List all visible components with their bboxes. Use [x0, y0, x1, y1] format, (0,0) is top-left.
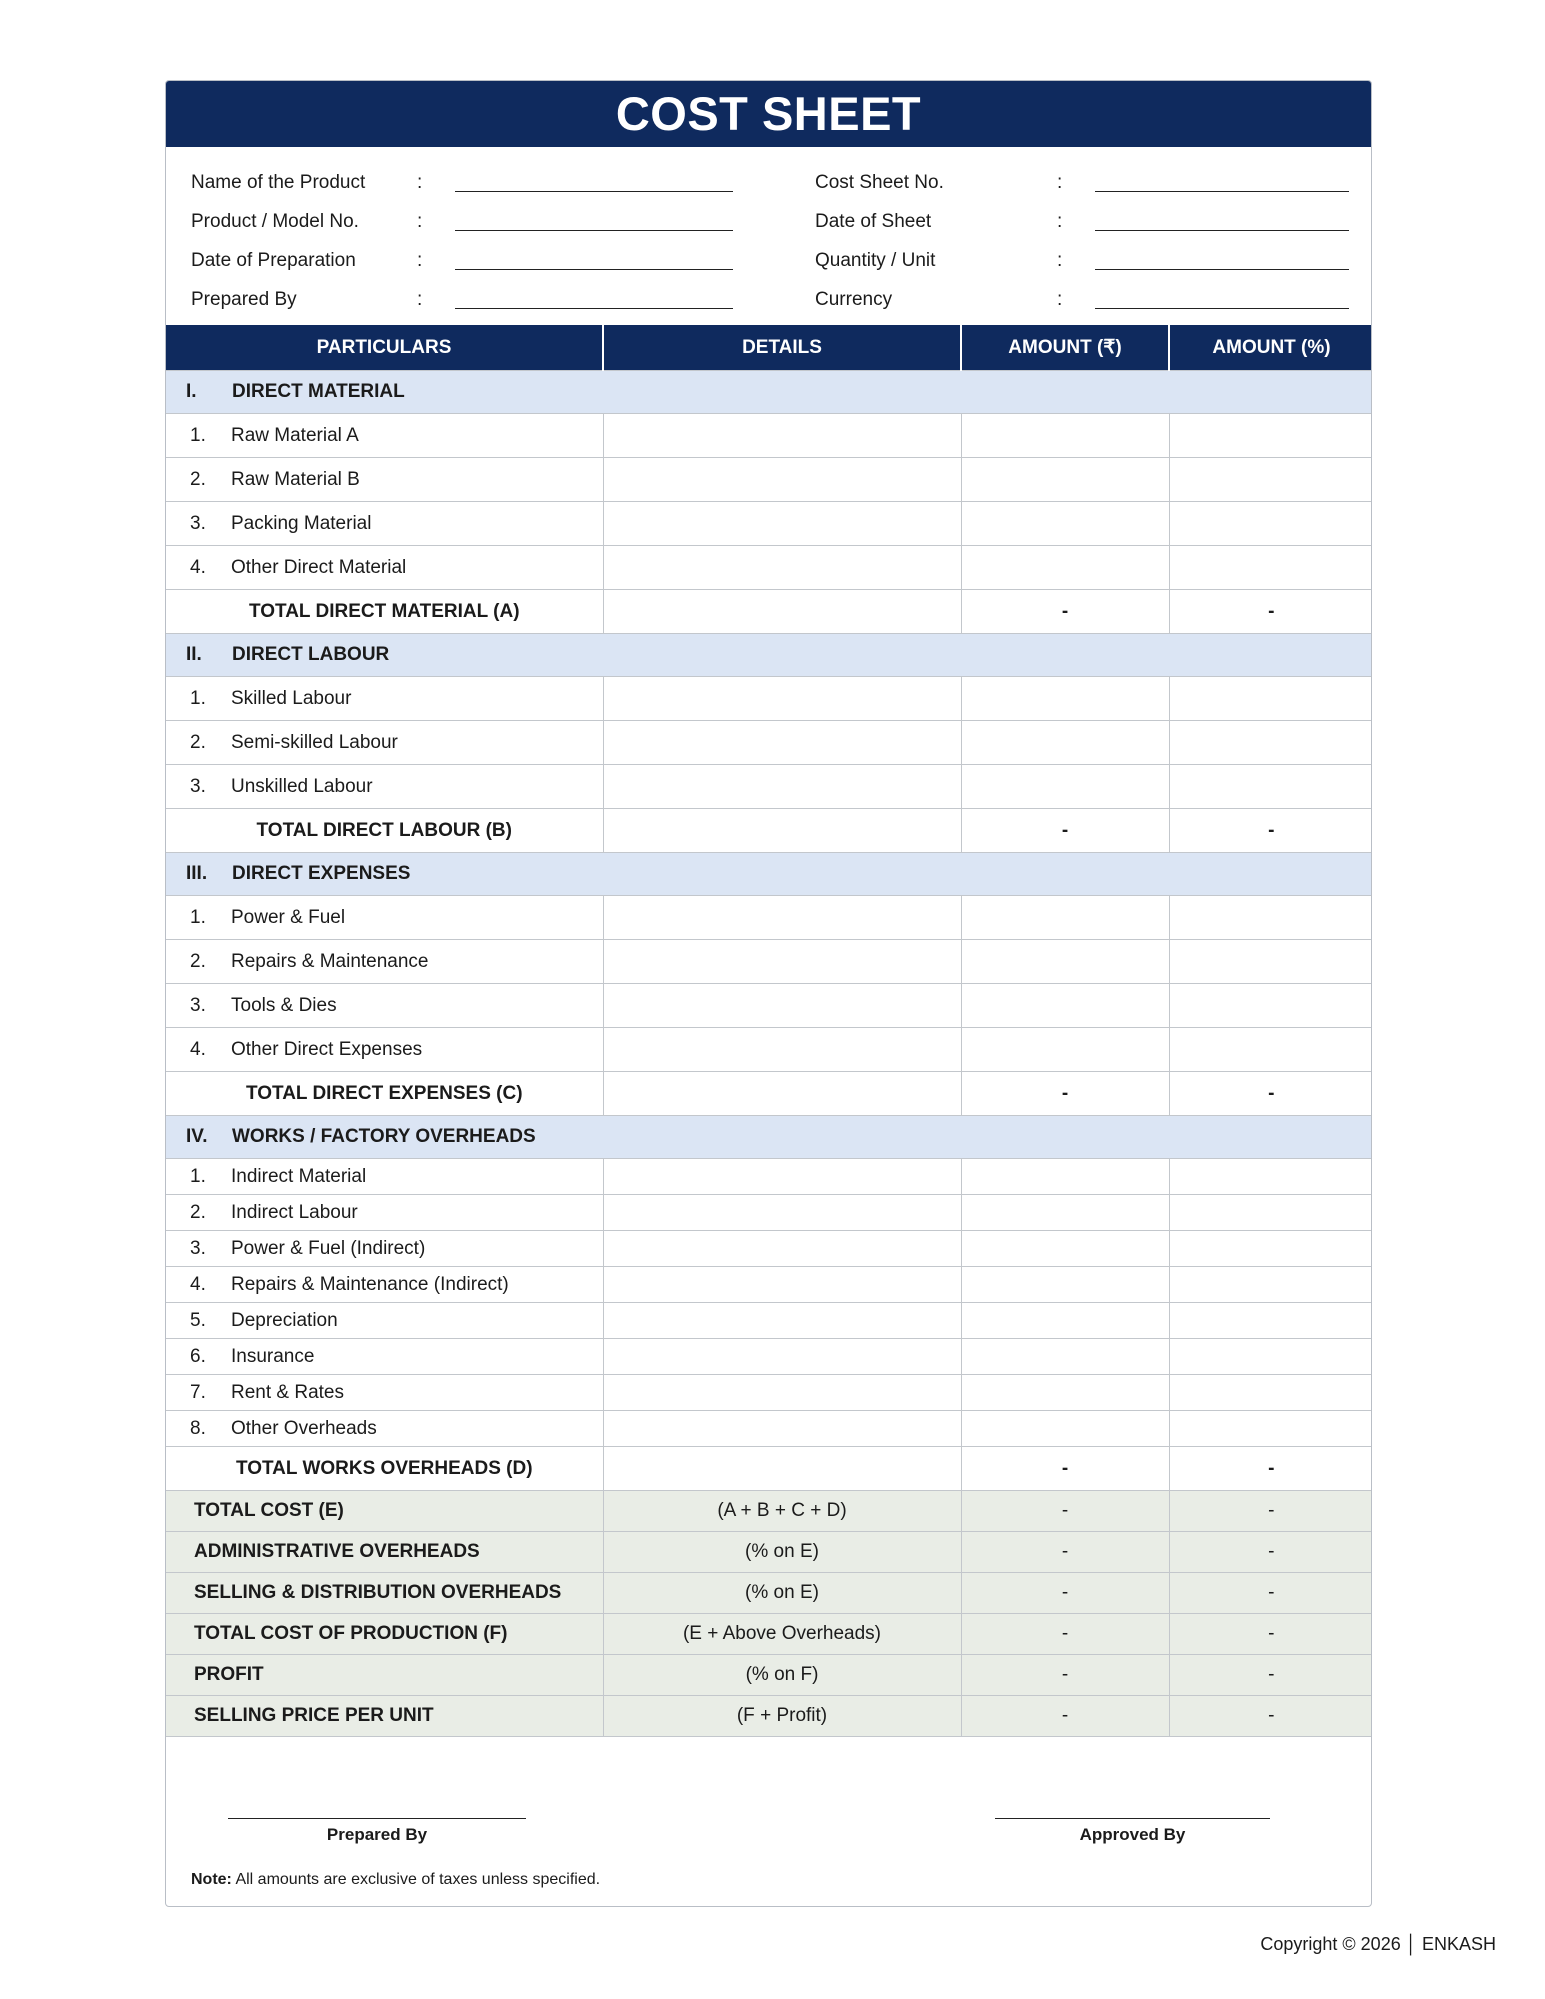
table-row — [166, 1028, 1372, 1072]
item-label: Packing Material — [231, 512, 372, 534]
col-header-amount: AMOUNT (₹) — [961, 325, 1169, 371]
details-cell[interactable] — [603, 1072, 961, 1116]
sheet-date-field[interactable] — [1095, 212, 1349, 231]
item-label: Other Direct Expenses — [231, 1038, 423, 1060]
table-row — [166, 1411, 1372, 1447]
particulars-cell — [166, 414, 603, 458]
section-header-row — [166, 371, 1372, 414]
details-cell[interactable] — [603, 1339, 961, 1375]
particulars-cell — [166, 502, 603, 546]
details-cell[interactable] — [603, 1159, 961, 1195]
amount-cell[interactable] — [961, 1339, 1169, 1375]
prepared-by-signature — [228, 1818, 526, 1845]
table-row — [166, 414, 1372, 458]
item-label: Power & Fuel (Indirect) — [231, 1237, 426, 1259]
item-label: Tools & Dies — [231, 994, 337, 1016]
table-row — [166, 458, 1372, 502]
summary-label: ADMINISTRATIVE OVERHEADS — [166, 1532, 603, 1573]
table-row — [166, 984, 1372, 1028]
amount-cell[interactable] — [961, 502, 1169, 546]
approved-by-signature — [995, 1818, 1270, 1845]
particulars-cell — [166, 1267, 603, 1303]
item-number: 2. — [190, 731, 206, 753]
amount-cell[interactable] — [961, 940, 1169, 984]
percent-cell[interactable] — [1169, 1375, 1372, 1411]
item-number: 3. — [190, 1237, 206, 1259]
details-cell[interactable] — [603, 1267, 961, 1303]
total-amount: - — [961, 1072, 1169, 1116]
summary-details: (% on E) — [603, 1532, 961, 1573]
amount-cell[interactable] — [961, 458, 1169, 502]
summary-percent: - — [1169, 1491, 1372, 1532]
info-label: Prepared By — [191, 288, 297, 310]
preparation-date-field[interactable] — [455, 251, 733, 270]
summary-details: (F + Profit) — [603, 1696, 961, 1737]
note-label: Note: — [191, 1871, 232, 1888]
total-label-cell — [166, 1447, 603, 1491]
info-left — [191, 163, 733, 319]
info-row — [191, 163, 733, 202]
particulars-cell — [166, 1159, 603, 1195]
cost-sheet-no-field[interactable] — [1095, 173, 1349, 192]
item-label: Unskilled Labour — [231, 775, 373, 797]
item-label: Repairs & Maintenance — [231, 950, 429, 972]
section-header-row — [166, 853, 1372, 896]
info-right — [815, 163, 1349, 319]
percent-cell[interactable] — [1169, 1267, 1372, 1303]
colon: : — [417, 210, 423, 232]
amount-cell[interactable] — [961, 546, 1169, 590]
summary-amount: - — [961, 1614, 1169, 1655]
colon: : — [1057, 171, 1063, 193]
details-cell[interactable] — [603, 809, 961, 853]
item-number: 2. — [190, 468, 206, 490]
total-amount: - — [961, 809, 1169, 853]
summary-percent: - — [1169, 1532, 1372, 1573]
prepared-by-field[interactable] — [455, 290, 733, 309]
colon: : — [417, 249, 423, 271]
col-header-particulars: PARTICULARS — [166, 325, 603, 371]
quantity-field[interactable] — [1095, 251, 1349, 270]
item-label: Semi-skilled Labour — [231, 731, 398, 753]
summary-details: (% on E) — [603, 1573, 961, 1614]
info-row — [815, 202, 1349, 241]
summary-details: (E + Above Overheads) — [603, 1614, 961, 1655]
item-label: Other Overheads — [231, 1417, 377, 1439]
item-label: Raw Material B — [231, 468, 360, 490]
summary-percent: - — [1169, 1573, 1372, 1614]
item-label: Raw Material A — [231, 424, 359, 446]
product-name-field[interactable] — [455, 173, 733, 192]
info-block — [166, 147, 1371, 325]
section-header-row — [166, 1116, 1372, 1159]
summary-details: (% on F) — [603, 1655, 961, 1696]
amount-cell[interactable] — [961, 677, 1169, 721]
item-number: 6. — [190, 1345, 206, 1367]
percent-cell[interactable] — [1169, 1303, 1372, 1339]
details-cell[interactable] — [603, 765, 961, 809]
details-cell[interactable] — [603, 1375, 961, 1411]
total-percent: - — [1169, 809, 1372, 853]
item-number: 1. — [190, 687, 206, 709]
table-row — [166, 546, 1372, 590]
details-cell[interactable] — [603, 414, 961, 458]
info-row — [191, 280, 733, 319]
particulars-cell — [166, 1339, 603, 1375]
details-cell[interactable] — [603, 1447, 961, 1491]
summary-row — [166, 1614, 1372, 1655]
summary-row — [166, 1655, 1372, 1696]
details-cell[interactable] — [603, 677, 961, 721]
percent-cell[interactable] — [1169, 1231, 1372, 1267]
col-header-percent: AMOUNT (%) — [1169, 325, 1372, 371]
particulars-cell — [166, 1231, 603, 1267]
percent-cell[interactable] — [1169, 414, 1372, 458]
total-label: TOTAL DIRECT MATERIAL (A) — [248, 600, 520, 622]
colon: : — [417, 288, 423, 310]
percent-cell[interactable] — [1169, 940, 1372, 984]
details-cell[interactable] — [603, 590, 961, 634]
summary-percent: - — [1169, 1655, 1372, 1696]
info-label: Date of Preparation — [191, 249, 356, 271]
percent-cell[interactable] — [1169, 721, 1372, 765]
info-label: Product / Model No. — [191, 210, 359, 232]
total-row — [166, 590, 1372, 634]
details-cell[interactable] — [603, 721, 961, 765]
item-number: 1. — [190, 906, 206, 928]
item-number: 3. — [190, 775, 206, 797]
amount-cell[interactable] — [961, 984, 1169, 1028]
signature-line[interactable] — [995, 1818, 1270, 1819]
section-header — [166, 1116, 1372, 1159]
summary-percent: - — [1169, 1696, 1372, 1737]
particulars-cell — [166, 940, 603, 984]
summary-amount: - — [961, 1655, 1169, 1696]
summary-amount: - — [961, 1696, 1169, 1737]
section-title: WORKS / FACTORY OVERHEADS — [232, 1126, 536, 1147]
section-title: DIRECT EXPENSES — [232, 863, 411, 884]
total-percent: - — [1169, 1447, 1372, 1491]
percent-cell[interactable] — [1169, 1028, 1372, 1072]
item-label: Insurance — [231, 1345, 315, 1367]
summary-percent: - — [1169, 1614, 1372, 1655]
info-row — [815, 241, 1349, 280]
total-row — [166, 809, 1372, 853]
percent-cell[interactable] — [1169, 1195, 1372, 1231]
details-cell[interactable] — [603, 940, 961, 984]
item-label: Skilled Labour — [231, 687, 352, 709]
summary-row — [166, 1573, 1372, 1614]
colon: : — [1057, 249, 1063, 271]
amount-cell[interactable] — [961, 1303, 1169, 1339]
summary-row — [166, 1696, 1372, 1737]
particulars-cell — [166, 1375, 603, 1411]
info-row — [191, 202, 733, 241]
particulars-cell — [166, 721, 603, 765]
table-row — [166, 1231, 1372, 1267]
table-row — [166, 940, 1372, 984]
info-label: Cost Sheet No. — [815, 171, 944, 193]
total-label: TOTAL WORKS OVERHEADS (D) — [235, 1457, 533, 1479]
colon: : — [1057, 210, 1063, 232]
particulars-cell — [166, 458, 603, 502]
currency-field[interactable] — [1095, 290, 1349, 309]
percent-cell[interactable] — [1169, 458, 1372, 502]
particulars-cell — [166, 765, 603, 809]
sheet-title: COST SHEET — [166, 81, 1371, 147]
table-row — [166, 1339, 1372, 1375]
percent-cell[interactable] — [1169, 502, 1372, 546]
amount-cell[interactable] — [961, 896, 1169, 940]
info-row — [191, 241, 733, 280]
particulars-cell — [166, 1195, 603, 1231]
percent-cell[interactable] — [1169, 896, 1372, 940]
amount-cell[interactable] — [961, 1159, 1169, 1195]
particulars-cell — [166, 1411, 603, 1447]
cost-table — [166, 325, 1372, 1737]
item-label: Depreciation — [231, 1309, 338, 1331]
item-label: Indirect Labour — [231, 1201, 358, 1223]
amount-cell[interactable] — [961, 1375, 1169, 1411]
item-label: Rent & Rates — [231, 1381, 344, 1403]
item-label: Indirect Material — [231, 1165, 367, 1187]
percent-cell[interactable] — [1169, 1159, 1372, 1195]
section-header-row — [166, 634, 1372, 677]
col-header-details: DETAILS — [603, 325, 961, 371]
amount-cell[interactable] — [961, 414, 1169, 458]
details-cell[interactable] — [603, 1411, 961, 1447]
info-label: Name of the Product — [191, 171, 366, 193]
details-cell[interactable] — [603, 1303, 961, 1339]
section-title: DIRECT MATERIAL — [232, 381, 405, 402]
section-header — [166, 634, 1372, 677]
colon: : — [1057, 288, 1063, 310]
amount-cell[interactable] — [961, 1231, 1169, 1267]
note — [191, 1871, 600, 1889]
total-amount: - — [961, 590, 1169, 634]
amount-cell[interactable] — [961, 765, 1169, 809]
percent-cell[interactable] — [1169, 1339, 1372, 1375]
percent-cell[interactable] — [1169, 984, 1372, 1028]
details-cell[interactable] — [603, 502, 961, 546]
percent-cell[interactable] — [1169, 1411, 1372, 1447]
section-title: DIRECT LABOUR — [232, 644, 390, 665]
item-number: 2. — [190, 1201, 206, 1223]
particulars-cell — [166, 984, 603, 1028]
item-number: 2. — [190, 950, 206, 972]
item-number: 4. — [190, 1273, 206, 1295]
particulars-cell — [166, 1028, 603, 1072]
details-cell[interactable] — [603, 984, 961, 1028]
total-row — [166, 1447, 1372, 1491]
item-number: 4. — [190, 556, 206, 578]
percent-cell[interactable] — [1169, 765, 1372, 809]
item-number: 8. — [190, 1417, 206, 1439]
table-row — [166, 1267, 1372, 1303]
amount-cell[interactable] — [961, 1028, 1169, 1072]
particulars-cell — [166, 896, 603, 940]
cost-sheet — [165, 80, 1372, 1907]
amount-cell[interactable] — [961, 1411, 1169, 1447]
item-number: 4. — [190, 1038, 206, 1060]
signature-line[interactable] — [228, 1818, 526, 1819]
total-row — [166, 1072, 1372, 1116]
section-number: I. — [186, 381, 197, 402]
item-label: Repairs & Maintenance (Indirect) — [231, 1273, 509, 1295]
percent-cell[interactable] — [1169, 546, 1372, 590]
details-cell[interactable] — [603, 546, 961, 590]
approved-by-label: Approved By — [1079, 1825, 1186, 1844]
particulars-cell — [166, 1303, 603, 1339]
table-row — [166, 896, 1372, 940]
item-number: 1. — [190, 1165, 206, 1187]
table-row — [166, 1195, 1372, 1231]
note-text: All amounts are exclusive of taxes unless specified. — [231, 1871, 601, 1888]
total-label-cell — [166, 809, 603, 853]
section-header — [166, 371, 1372, 414]
summary-row — [166, 1491, 1372, 1532]
summary-label: SELLING & DISTRIBUTION OVERHEADS — [166, 1573, 603, 1614]
colon: : — [417, 171, 423, 193]
details-cell[interactable] — [603, 1231, 961, 1267]
amount-cell[interactable] — [961, 1195, 1169, 1231]
table-row — [166, 1303, 1372, 1339]
table-header-row — [166, 325, 1372, 371]
amount-cell[interactable] — [961, 721, 1169, 765]
summary-amount: - — [961, 1532, 1169, 1573]
item-number: 3. — [190, 994, 206, 1016]
info-label: Quantity / Unit — [815, 249, 936, 271]
info-label: Date of Sheet — [815, 210, 932, 232]
total-label-cell — [166, 1072, 603, 1116]
total-label-cell — [166, 590, 603, 634]
prepared-by-label: Prepared By — [326, 1825, 428, 1844]
amount-cell[interactable] — [961, 1267, 1169, 1303]
percent-cell[interactable] — [1169, 677, 1372, 721]
details-cell[interactable] — [603, 1028, 961, 1072]
summary-details: (A + B + C + D) — [603, 1491, 961, 1532]
details-cell[interactable] — [603, 1195, 961, 1231]
total-label: TOTAL DIRECT EXPENSES (C) — [245, 1082, 523, 1104]
particulars-cell — [166, 546, 603, 590]
total-percent: - — [1169, 1072, 1372, 1116]
table-row — [166, 1375, 1372, 1411]
summary-row — [166, 1532, 1372, 1573]
particulars-cell — [166, 677, 603, 721]
item-number: 3. — [190, 512, 206, 534]
table-row — [166, 765, 1372, 809]
info-label: Currency — [815, 288, 893, 310]
summary-label: PROFIT — [166, 1655, 603, 1696]
section-number: III. — [186, 863, 208, 884]
info-row — [815, 280, 1349, 319]
item-number: 5. — [190, 1309, 206, 1331]
summary-label: TOTAL COST (E) — [166, 1491, 603, 1532]
item-number: 1. — [190, 424, 206, 446]
details-cell[interactable] — [603, 458, 961, 502]
summary-amount: - — [961, 1491, 1169, 1532]
item-label: Power & Fuel — [231, 906, 346, 928]
item-number: 7. — [190, 1381, 206, 1403]
summary-label: SELLING PRICE PER UNIT — [166, 1696, 603, 1737]
table-body — [166, 371, 1372, 1737]
table-row — [166, 1159, 1372, 1195]
table-row — [166, 677, 1372, 721]
table-row — [166, 502, 1372, 546]
summary-label: TOTAL COST OF PRODUCTION (F) — [166, 1614, 603, 1655]
section-number: IV. — [186, 1126, 208, 1147]
section-header — [166, 853, 1372, 896]
total-amount: - — [961, 1447, 1169, 1491]
model-no-field[interactable] — [455, 212, 733, 231]
table-row — [166, 721, 1372, 765]
item-label: Other Direct Material — [231, 556, 407, 578]
copyright: Copyright © 2026 │ ENKASH — [1260, 1934, 1496, 1954]
details-cell[interactable] — [603, 896, 961, 940]
section-number: II. — [186, 644, 202, 665]
total-percent: - — [1169, 590, 1372, 634]
total-label: TOTAL DIRECT LABOUR (B) — [256, 819, 512, 841]
summary-amount: - — [961, 1573, 1169, 1614]
info-row — [815, 163, 1349, 202]
